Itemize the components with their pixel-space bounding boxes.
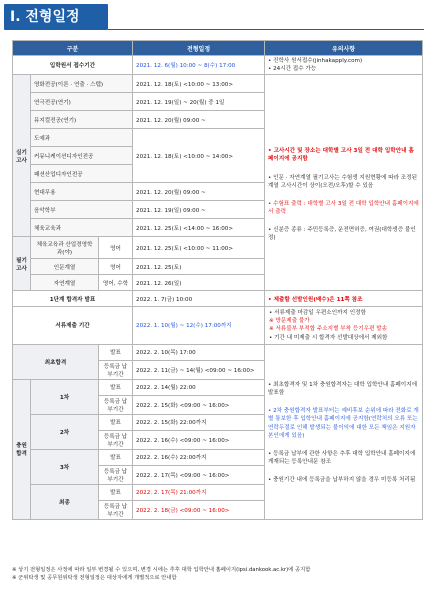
note-block [268, 476, 419, 484]
practical-date: 2021. 12. 18(토) <10:00 ~ 13:00> [133, 75, 265, 93]
note-block [268, 174, 419, 190]
final-announce-date: 2022. 2. 10(목) 17:00 [133, 344, 265, 360]
note-line: • 진학사 원서접수(jinhakapply.com) [268, 58, 363, 64]
practical-date: 2021. 12. 19(일) ~ 20(월) 중 1일 [133, 93, 265, 111]
note-line: • 서류제출 마감일 우편소인까지 인정함 [269, 310, 366, 317]
note-block [268, 450, 419, 466]
final-label: 최초합격 [13, 344, 99, 379]
notes-documents [265, 307, 423, 344]
note-block [268, 407, 419, 439]
written-label: 인문계열 [31, 259, 99, 275]
notes-application [265, 56, 423, 75]
note-line: • 고사시간 및 장소는 대학별 고사 3일 전 대학 입학안내 홈페이지에 공지함 [268, 148, 414, 163]
documents-date: 2022. 1. 10(월) ~ 12(수) 17:00까지 [133, 307, 265, 344]
practical-label: 영화전공(이론 · 연출 · 스탭) [31, 75, 133, 93]
round-announce-date: 2022. 2. 14(월) 22:00 [133, 379, 265, 395]
written-date: 2021. 12. 25(토) <10:00 ~ 11:00> [133, 237, 265, 259]
written-label: 체육교육과 산업경영학과(야) [31, 237, 99, 259]
notes-exam [265, 75, 423, 291]
note-line: ※ 방문제출 불가 [269, 318, 310, 325]
round-pay-label: 등록금 납부기간 [99, 430, 133, 449]
practical-label: 도예과 [31, 129, 133, 147]
title-underline [108, 29, 424, 30]
table-row [13, 291, 423, 307]
table-header-row [13, 41, 423, 56]
note-line: • 인문 · 자연계열 필기고사는 수험생 지원현황에 따라 조정된계열 고사시간이 상이(오전/오후)할 수 있음 [268, 174, 418, 189]
round-pay-date: 2022. 2. 18(금) <09:00 ~ 16:00> [133, 500, 265, 519]
round-pay-date: 2022. 2. 17(목) <09:00 ~ 16:00> [133, 465, 265, 484]
first-pass-date: 2022. 1. 7(금) 10:00 [133, 291, 265, 307]
round-pay-date: 2022. 2. 15(화) <09:00 ~ 16:00> [133, 395, 265, 414]
table-row [13, 56, 423, 75]
note-block [268, 226, 419, 242]
round-announce-label: 발표 [99, 449, 133, 465]
note-line: • 충원기간 내에 등록금을 납부하지 않을 경우 미등록 처리됨 [268, 477, 416, 484]
written-group-label: 필기고사 [13, 237, 31, 291]
practical-label: 체육교육과 [31, 219, 133, 237]
practical-label: 커뮤니케이션디자인전공 [31, 147, 133, 165]
note-line: • 수험표 출력 : 대학별 고사 3일 전 대학 입학안내 홈페이지에서 출력 [268, 200, 419, 215]
application-label: 입학원서 접수기간 [13, 56, 133, 75]
round-pay-label: 등록금 납부기간 [99, 465, 133, 484]
note-line: • 24시간 접수 가능 [268, 66, 317, 73]
documents-label: 서류제출 기간 [13, 307, 133, 344]
round-label: 최종 [31, 484, 99, 519]
final-pay-label: 등록금 납부기간 [99, 360, 133, 379]
round-label: 2차 [31, 414, 99, 449]
written-date: 2021. 12. 26(일) [133, 275, 265, 291]
practical-date: 2021. 12. 25(토) <14:00 ~ 16:00> [133, 219, 265, 237]
practical-label: 패션산업디자인전공 [31, 165, 133, 183]
footnote: ※ 군위탁생 및 공무원위탁생 전형일정은 대상자에게 개별적으로 안내함 [12, 575, 177, 582]
written-label: 자연계열 [31, 275, 99, 291]
round-announce-label: 발표 [99, 379, 133, 395]
table-row [13, 307, 423, 344]
first-pass-label: 1단계 합격자 발표 [13, 291, 133, 307]
written-subject: 영어 [99, 259, 133, 275]
practical-label: 연극전공(연기) [31, 93, 133, 111]
note-line: ※ 서류불부 부적합 주소지별 부착 등기우편 발송 [269, 326, 388, 333]
practical-group-label: 실기고사 [13, 75, 31, 237]
practical-date: 2021. 12. 20(월) 09:00 ~ [133, 111, 265, 129]
practical-label: 음악학부 [31, 201, 133, 219]
practical-label: 현대무용 [31, 183, 133, 201]
note-block [268, 381, 419, 397]
round-announce-date: 2022. 2. 16(수) 22:00까지 [133, 449, 265, 465]
written-date: 2021. 12. 25(토) [133, 259, 265, 275]
header-schedule: 전형일정 [133, 41, 265, 56]
footnotes [12, 566, 422, 583]
note-block [268, 200, 419, 216]
notes-final [265, 344, 423, 519]
schedule-table [12, 40, 423, 520]
practical-date: 2021. 12. 18(토) <10:00 ~ 14:00> [133, 129, 265, 183]
note-line: • 2차 충원합격자 발표부터는 예비후보 순위에 따라 전화로 개별 통보한 후 입학안내 홈페이지에 공지함(연락처의 오류 또는 연락두절로 인해 발생되는 불이익에 대한 모든 책임은 지원자 본인에게 있음) [268, 408, 419, 439]
header-category: 구분 [13, 41, 133, 56]
round-pay-label: 등록금 납부기간 [99, 395, 133, 414]
first-pass-note: • 제출할 선발인원(배수)은 11쪽 참조 [265, 291, 423, 307]
round-announce-label: 발표 [99, 414, 133, 430]
written-subject: 영어, 수학 [99, 275, 133, 291]
note-line: • 최초합격자 및 1차 충원합격자는 대학 입학안내 홈페이지에 발표함 [268, 382, 418, 397]
note-line: • 신분증 종류 : 주민등록증, 운전면허증, 여권(대학생증 불인정) [268, 226, 416, 242]
table-row [13, 75, 423, 93]
final-pay-date: 2022. 2. 11(금) ~ 14(월) <09:00 ~ 16:00> [133, 360, 265, 379]
round-pay-date: 2022. 2. 16(수) <09:00 ~ 16:00> [133, 430, 265, 449]
note-line: • 기간 내 미제출 시 합격자 선발대상에서 제외함 [269, 334, 388, 341]
header-notes: 유의사항 [265, 41, 423, 56]
note-line: • 등록금 납부에 관한 사항은 추후 대학 입학안내 홈페이지에 게재되는 등록안내문 참조 [268, 450, 416, 465]
round-label: 1차 [31, 379, 99, 414]
round-label: 3차 [31, 449, 99, 484]
application-date: 2021. 12. 6(월) 10:00 ~ 8(수) 17:00 [133, 56, 265, 75]
practical-label: 뮤지컬전공(연기) [31, 111, 133, 129]
footnote: ※ 상기 전형일정은 사정에 따라 일부 변경될 수 있으며, 변경 시에는 추후 대학 입학안내 홈페이지(ipsi.dankook.ac.kr)에 공지함 [12, 567, 311, 573]
section-title: I. 전형일정 [4, 4, 108, 30]
practical-date: 2021. 12. 19(일) 09:00 ~ [133, 201, 265, 219]
table-row [13, 344, 423, 360]
practical-date: 2021. 12. 20(월) 09:00 ~ [133, 183, 265, 201]
written-subject: 영어 [99, 237, 133, 259]
round-announce-date: 2022. 2. 17(목) 21:00까지 [133, 484, 265, 500]
note-block [268, 147, 419, 163]
round-announce-date: 2022. 2. 15(화) 22:00까지 [133, 414, 265, 430]
round-announce-label: 발표 [99, 484, 133, 500]
round-pay-label: 등록금 납부기간 [99, 500, 133, 519]
additional-group-label: 충원합격 [13, 379, 31, 519]
final-announce-label: 발표 [99, 344, 133, 360]
